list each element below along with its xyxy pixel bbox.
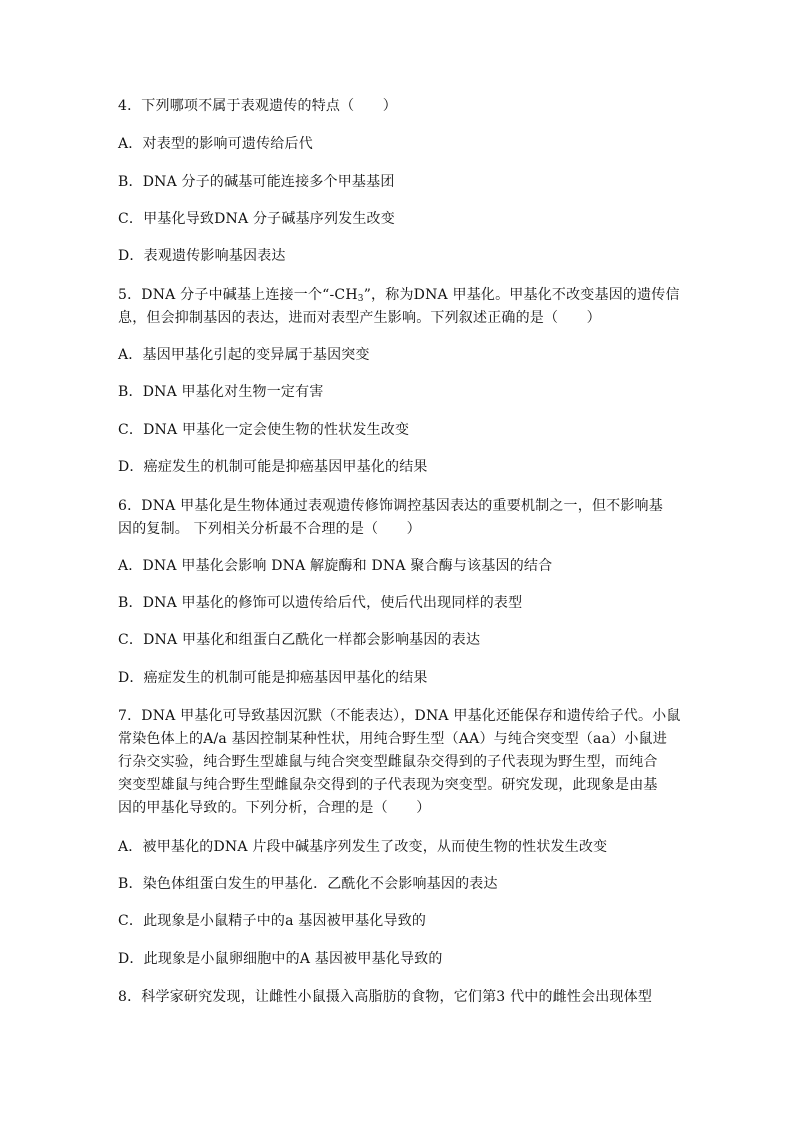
- question-6-option-c: C．DNA 甲基化和组蛋白乙酰化一样都会影响基因的表达: [118, 632, 481, 648]
- question-5-stem-line-2: 息，但会抑制基因的表达，进而对表型产生影响。下列叙述正确的是（ ）: [118, 310, 601, 326]
- question-7-option-a: A．被甲基化的DNA 片段中碱基序列发生了改变，从而使生物的性状发生改变: [118, 839, 608, 855]
- question-5-option-a: A．基因甲基化引起的变异属于基因突变: [118, 347, 370, 363]
- question-7-option-d: D．此现象是小鼠卵细胞中的A 基因被甲基化导致的: [118, 951, 443, 967]
- question-6-option-b: B．DNA 甲基化的修饰可以遗传给后代，使后代出现同样的表型: [118, 595, 523, 611]
- question-7-stem-line-2: 常染色体上的A/a 基因控制某种性状，用纯合野生型（AA）与纯合突变型（aa）小鼠进: [118, 731, 667, 747]
- question-6-option-a: A．DNA 甲基化会影响 DNA 解旋酶和 DNA 聚合酶与该基因的结合: [118, 558, 553, 574]
- question-6-option-d: D．癌症发生的机制可能是抑癌基因甲基化的结果: [118, 670, 428, 686]
- question-4-option-d: D．表观遗传影响基因表达: [118, 248, 286, 264]
- question-4-option-c: C．甲基化导致DNA 分子碱基序列发生改变: [118, 211, 395, 227]
- question-6-stem-line-2: 因的复制。 下列相关分析最不合理的是（ ）: [118, 521, 421, 537]
- question-4-option-b: B．DNA 分子的碱基可能连接多个甲基基团: [118, 174, 395, 190]
- question-6-stem-line-1: 6．DNA 甲基化是生物体通过表观遗传修饰调控基因表达的重要机制之一，但不影响基: [118, 498, 663, 514]
- question-5-option-d: D．癌症发生的机制可能是抑癌基因甲基化的结果: [118, 459, 428, 475]
- question-5-option-c: C．DNA 甲基化一定会使生物的性状发生改变: [118, 422, 410, 438]
- question-7-stem-line-4: 突变型雄鼠与纯合野生型雌鼠杂交得到的子代表现为突变型。研究发现，此现象是由基: [118, 777, 658, 793]
- question-5-stem-text-post: ”，称为DNA 甲基化。甲基化不改变基因的遗传信: [363, 287, 680, 303]
- question-5-stem-line-1: [118, 285, 684, 305]
- question-7-stem-line-5: 因的甲基化导致的。下列分析，合理的是（ ）: [118, 800, 431, 816]
- question-5-stem-text-pre: 5．DNA 分子中碱基上连接一个“-CH: [118, 287, 358, 303]
- question-8-stem-line-1: 8．科学家研究发现，让雌性小鼠摄入高脂肪的食物，它们第3 代中的雌性会出现体型: [118, 989, 653, 1005]
- question-7-stem-line-3: 行杂交实验，纯合野生型雄鼠与纯合突变型雌鼠杂交得到的子代表现为野生型，而纯合: [118, 754, 658, 770]
- question-7-option-c: C．此现象是小鼠精子中的a 基因被甲基化导致的: [118, 913, 427, 929]
- question-7-stem-line-1: 7．DNA 甲基化可导致基因沉默（不能表达），DNA 甲基化还能保存和遗传给子代。小鼠: [118, 708, 681, 724]
- question-5-subscript: 3: [357, 294, 364, 304]
- question-7-option-b: B．染色体组蛋白发生的甲基化．乙酰化不会影响基因的表达: [118, 876, 498, 892]
- question-4-stem: 4．下列哪项不属于表观遗传的特点（ ）: [118, 98, 397, 114]
- question-5-option-b: B．DNA 甲基化对生物一定有害: [118, 384, 324, 400]
- question-4-option-a: A．对表型的影响可遗传给后代: [118, 136, 313, 152]
